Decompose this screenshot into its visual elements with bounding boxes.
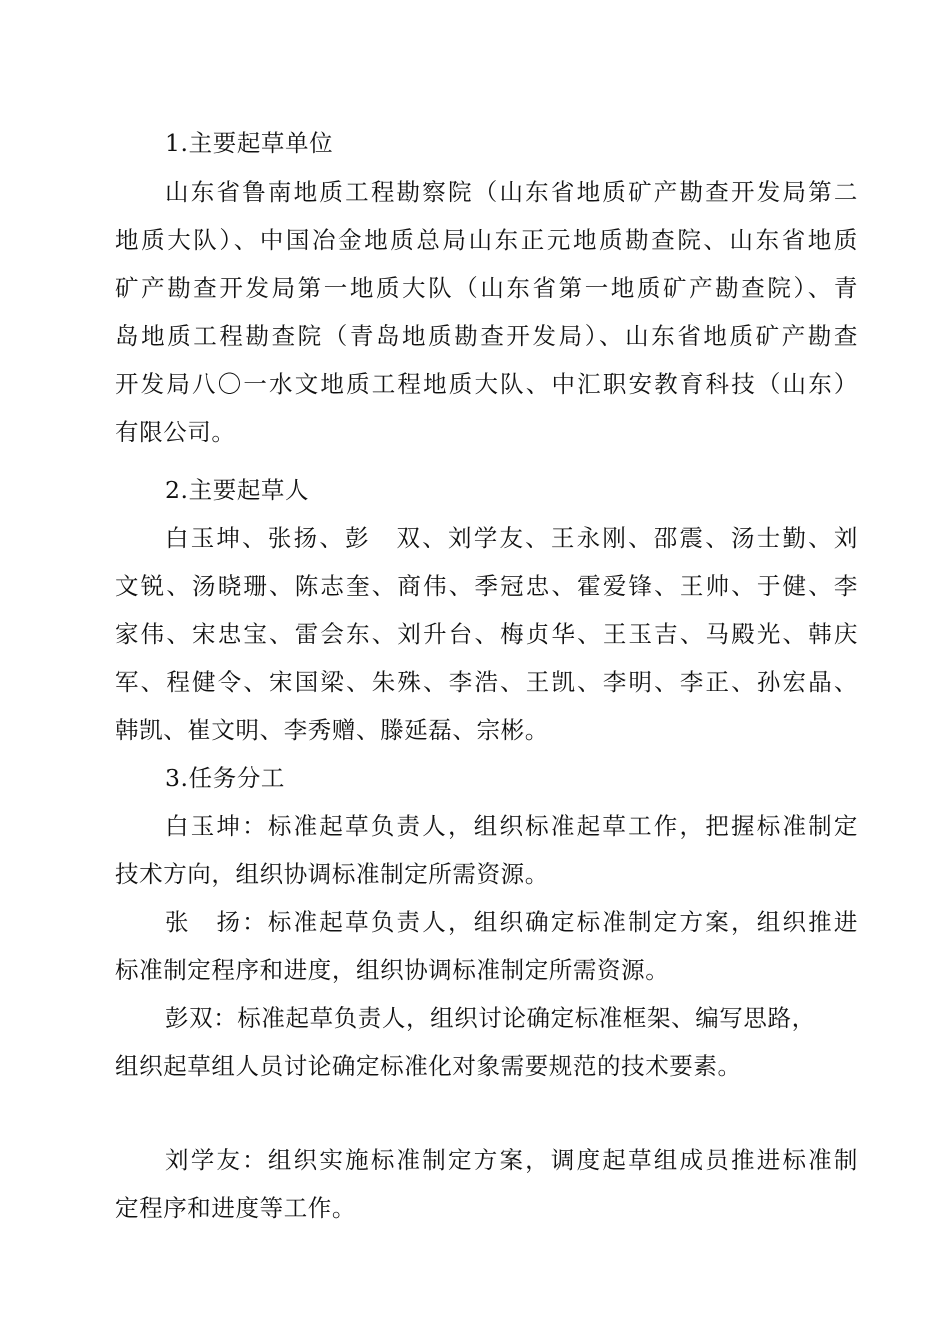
- text-line: 定程序和进度等工作。: [115, 1194, 356, 1222]
- text-line: 地质大队）、中国冶金地质总局山东正元地质勘查院、山东省地质: [115, 226, 858, 254]
- text-line: 矿产勘查开发局第一地质大队（山东省第一地质矿产勘查院）、青: [115, 274, 858, 302]
- text-line: 张 扬：标准起草负责人，组织确定标准制定方案，组织推进: [165, 908, 858, 936]
- text-line: 技术方向，组织协调标准制定所需资源。: [115, 860, 549, 888]
- text-line: 有限公司。: [115, 418, 236, 446]
- section-heading-2: 2.主要起草人: [165, 476, 310, 504]
- text-line: 韩凯、崔文明、李秀赠、滕延磊、宗彬。: [115, 716, 549, 744]
- text-line: 刘学友：组织实施标准制定方案，调度起草组成员推进标准制: [165, 1146, 858, 1174]
- text-line: 军、程健令、宋国梁、朱殊、李浩、王凯、李明、李正、孙宏晶、: [115, 668, 858, 696]
- text-line: 彭双：标准起草负责人，组织讨论确定标准框架、编写思路，: [165, 1004, 816, 1032]
- text-line: 组织起草组人员讨论确定标准化对象需要规范的技术要素。: [115, 1052, 742, 1080]
- text-line: 山东省鲁南地质工程勘察院（山东省地质矿产勘查开发局第二: [165, 178, 858, 206]
- text-line: 白玉坤：标准起草负责人，组织标准起草工作，把握标准制定: [165, 812, 858, 840]
- text-line: 家伟、宋忠宝、雷会东、刘升台、梅贞华、王玉吉、马殿光、韩庆: [115, 620, 858, 648]
- text-line: 岛地质工程勘查院（青岛地质勘查开发局）、山东省地质矿产勘查: [115, 322, 858, 350]
- text-line: 文锐、汤晓珊、陈志奎、商伟、季冠忠、霍爱锋、王帅、于健、李: [115, 572, 858, 600]
- text-line: 白玉坤、张扬、彭 双、刘学友、王永刚、邵震、汤士勤、刘: [165, 524, 858, 552]
- section-heading-3: 3.任务分工: [165, 764, 286, 792]
- text-line: 开发局八〇一水文地质工程地质大队、中汇职安教育科技（山东）: [115, 370, 858, 398]
- section-heading-1: 1.主要起草单位: [165, 129, 334, 157]
- text-line: 标准制定程序和进度，组织协调标准制定所需资源。: [115, 956, 670, 984]
